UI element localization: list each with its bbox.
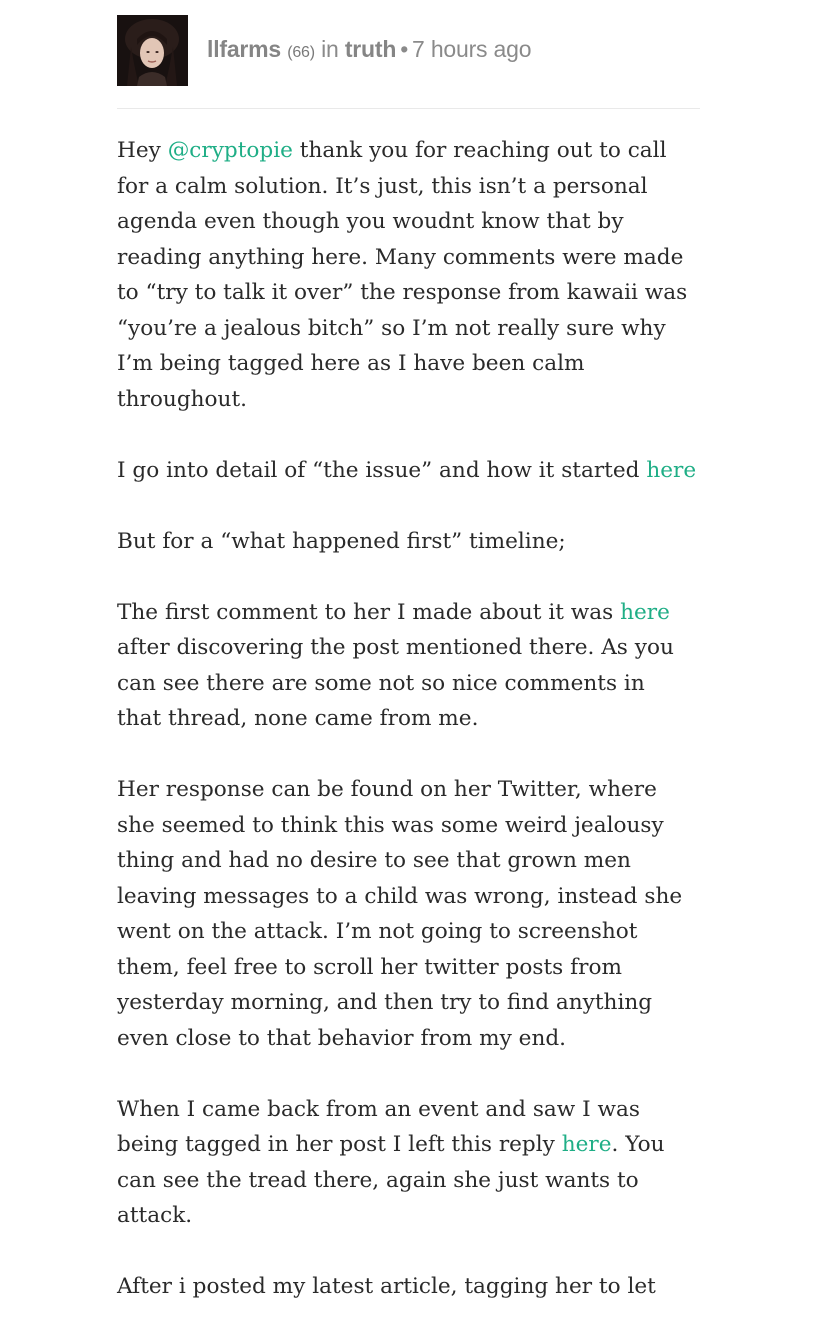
text-line: can see there are some not so nice comments in xyxy=(117,670,645,696)
text-line: even close to that behavior from my end. xyxy=(117,1025,567,1051)
text-run: I go into detail of “the issue” and how it started xyxy=(117,457,647,483)
meta-separator: • xyxy=(400,35,409,62)
text-line xyxy=(117,453,717,489)
post-header xyxy=(117,14,700,86)
paragraph-1 xyxy=(117,133,717,417)
text-line: I’m being tagged here as I have been calm xyxy=(117,351,585,376)
post-timestamp[interactable]: 7 hours ago xyxy=(412,35,532,62)
text-line: after discovering the post mentioned there. As you xyxy=(117,635,674,660)
text-line: reading anything here. Many comments were made xyxy=(117,244,684,270)
text-line: But for a “what happened first” timeline; xyxy=(117,528,566,554)
post-meta xyxy=(207,36,531,63)
text-line: yesterday morning, and then try to find anything xyxy=(117,990,653,1015)
text-line xyxy=(117,133,717,169)
text-run: thank you for reaching out to call xyxy=(292,138,667,163)
text-line: thing and had no desire to see that grown men xyxy=(117,848,631,873)
avatar-photo-icon xyxy=(117,15,188,86)
text-line: for a calm solution. It’s just, this isn’t a personal xyxy=(117,173,648,199)
post-body xyxy=(117,133,717,1340)
text-line: throughout. xyxy=(117,386,247,412)
author-link[interactable]: llfarms xyxy=(207,35,282,62)
text-run: being tagged in her post I left this reply xyxy=(117,1132,562,1157)
text-line: them, feel free to scroll her twitter posts from xyxy=(117,954,622,980)
paragraph-7 xyxy=(117,1269,717,1305)
text-line: to “try to talk it over” the response from kawaii was xyxy=(117,280,688,305)
text-line: Her response can be found on her Twitter, where xyxy=(117,777,657,802)
text-line: attack. xyxy=(117,1203,193,1228)
text-run: Hey xyxy=(117,138,168,163)
paragraph-3 xyxy=(117,524,717,560)
here-link-issue[interactable]: here xyxy=(646,457,697,483)
reputation-badge: (66) xyxy=(287,43,315,61)
text-line: agenda even though you woudnt know that by xyxy=(117,209,624,234)
text-run: . You xyxy=(611,1132,665,1157)
header-divider xyxy=(117,108,700,109)
text-line: When I came back from an event and saw I was xyxy=(117,1096,640,1122)
text-line: After i posted my latest article, tagging her to let xyxy=(117,1274,656,1299)
here-link-first-comment[interactable]: here xyxy=(620,599,670,625)
text-line: that thread, none came from me. xyxy=(117,706,479,731)
mention-link-cryptopie[interactable]: @cryptopie xyxy=(167,138,293,163)
in-label: in xyxy=(321,35,339,62)
text-line: leaving messages to a child was wrong, instead she xyxy=(117,883,683,909)
here-link-reply[interactable]: here xyxy=(561,1132,612,1157)
text-line: “you’re a jealous bitch” so I’m not really sure why xyxy=(117,315,666,341)
text-line: went on the attack. I’m not going to screenshot xyxy=(117,919,638,944)
text-line xyxy=(117,595,717,631)
avatar[interactable] xyxy=(117,15,188,86)
paragraph-6 xyxy=(117,1092,717,1234)
text-run: The first comment to her I made about it was xyxy=(117,599,621,625)
paragraph-2 xyxy=(117,453,717,489)
text-line: she seemed to think this was some weird jealousy xyxy=(117,812,664,838)
paragraph-4 xyxy=(117,595,717,737)
paragraph-5 xyxy=(117,772,717,1056)
text-line xyxy=(117,1127,717,1163)
community-link[interactable]: truth xyxy=(344,35,397,62)
text-line: can see the tread there, again she just wants to xyxy=(117,1167,639,1193)
